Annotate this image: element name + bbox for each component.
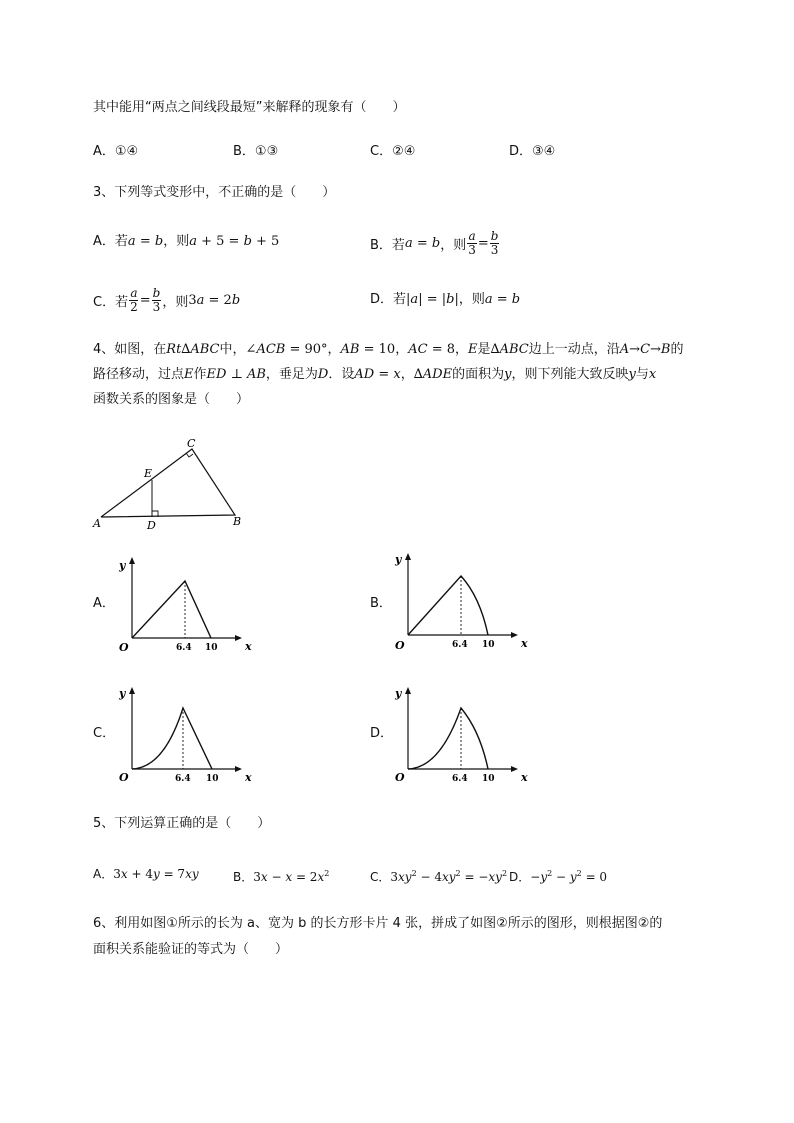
right-angle-c [186, 453, 193, 457]
graph-a-curve [132, 581, 211, 638]
option-text: ①④ [114, 144, 139, 159]
svg-text:x: x [521, 771, 528, 783]
option-text: ②④ [392, 144, 416, 159]
label-b: B [233, 515, 242, 528]
svg-text:10: 10 [205, 643, 218, 653]
q3-option-c[interactable]: C． 若 $\frac{a}{2}$ = $\frac{b}{3}$ ，则 3 a = 2 b [93, 285, 241, 314]
q5-option-b[interactable]: B．$3x - x = 2x^2$ [233, 869, 330, 884]
q4-option-c[interactable]: C． [93, 726, 116, 741]
option-label: D． [509, 144, 533, 159]
q6-line-1: 6、利用如图①所示的长为 a、宽为 b 的长方形卡片 4 张，拼成了如图②所示的图形，则根据图②的 [93, 916, 663, 931]
svg-text:6.4: 6.4 [452, 640, 468, 650]
q5-option-c[interactable]: C．$3xy^2 - 4xy^2 = -xy^2$ [370, 869, 508, 884]
graph-d [390, 683, 530, 783]
triangle-figure [90, 432, 250, 532]
label-e: E [144, 467, 153, 480]
svg-text:x: x [245, 771, 252, 783]
option-label: D． [370, 292, 394, 307]
option-label: A． [93, 144, 115, 159]
svg-text:y: y [119, 559, 126, 572]
svg-text:6.4: 6.4 [452, 774, 468, 783]
svg-text:O: O [395, 639, 405, 652]
option-label: C． [370, 144, 393, 159]
svg-text:y: y [395, 687, 402, 700]
q4-option-a[interactable]: A． [93, 596, 115, 611]
option-text: ①③ [254, 144, 279, 159]
q4-line-2: 路径移动，过点E作ED ⊥ AB，垂足为D．设AD = x，∆ADE的面积为y，则下列能大致反映y与x [93, 367, 657, 382]
q2-option-d[interactable] [509, 141, 555, 163]
q2-option-a[interactable] [93, 141, 138, 163]
graph-b [390, 549, 530, 653]
fraction-b-3: $\frac{b}{3}$ [490, 228, 499, 257]
q5-option-a[interactable]: A．3x + 4y = 7xy [93, 867, 199, 881]
graph-d-curve [408, 708, 488, 769]
option-label: A． [93, 234, 115, 249]
q2-stem: 其中能用“两点之间线段最短”来解释的现象有（ ） [93, 100, 406, 115]
graph-c-curve [132, 708, 212, 769]
svg-text:O: O [119, 641, 129, 653]
ze-word: ，则 [440, 237, 467, 253]
ruo-word: 若 [393, 292, 407, 307]
ruo-word: 若 [115, 294, 129, 310]
triangle-abc [101, 449, 235, 517]
svg-text:x: x [521, 637, 528, 650]
q4-line-3: 函数关系的图象是（ ） [93, 392, 250, 407]
fraction-a-2: $\frac{a}{2}$ [130, 285, 138, 314]
ze-word: ，则 [458, 292, 485, 307]
q2-option-c[interactable] [370, 141, 415, 163]
fraction-b-3: $\frac{b}{3}$ [152, 285, 161, 314]
label-d: D [147, 519, 156, 532]
fraction-a-3: $\frac{a}{3}$ [468, 228, 476, 257]
svg-text:10: 10 [482, 774, 495, 783]
svg-text:y: y [119, 687, 126, 700]
svg-text:6.4: 6.4 [176, 643, 192, 653]
svg-text:y: y [395, 553, 402, 566]
svg-text:6.4: 6.4 [175, 774, 191, 783]
ruo-word: 若 [391, 237, 405, 253]
q5-option-d[interactable]: D．$-y^2 - y^2 = 0$ [509, 869, 608, 884]
label-c: C [187, 437, 196, 450]
q3-option-d[interactable]: D．若|a| = |b|，则a = b [370, 292, 521, 307]
svg-text:x: x [245, 640, 252, 653]
ze-word: ，则 [163, 234, 190, 249]
svg-text:O: O [395, 771, 405, 783]
option-text: ③④ [532, 144, 556, 159]
q6-line-2: 面积关系能验证的等式为（ ） [93, 942, 289, 957]
option-label: B． [233, 144, 255, 159]
option-label: C． [93, 294, 116, 310]
svg-text:10: 10 [482, 640, 495, 650]
label-a: A [93, 517, 101, 530]
q4-line-1: 4、如图，在Rt∆ABC中，∠ACB = 90°，AB = 10，AC = 8，E是∆ABC边上一动点，沿A→C→B的 [93, 342, 684, 357]
q3-option-a[interactable]: A．若a = b，则a + 5 = b + 5 [93, 234, 280, 249]
ze-word: ，则 [162, 294, 189, 310]
graph-b-curve [408, 576, 488, 635]
q2-option-b[interactable] [233, 141, 278, 163]
q3-option-b[interactable]: B． 若 a = b ，则 $\frac{a}{3}$ = $\frac{b}{3}$ [370, 228, 499, 257]
graph-c [114, 683, 254, 783]
formula: a [127, 234, 136, 249]
ruo-word: 若 [114, 234, 128, 249]
graph-a [114, 553, 254, 653]
q5-stem: 5、下列运算正确的是（ ） [93, 816, 271, 831]
q4-option-b[interactable]: B． [370, 596, 392, 611]
option-label: B． [370, 237, 392, 253]
svg-text:10: 10 [206, 774, 219, 783]
q4-option-d[interactable]: D． [370, 726, 394, 741]
q3-stem: 3、下列等式变形中，不正确的是（ ） [93, 185, 336, 200]
svg-text:O: O [119, 771, 129, 783]
